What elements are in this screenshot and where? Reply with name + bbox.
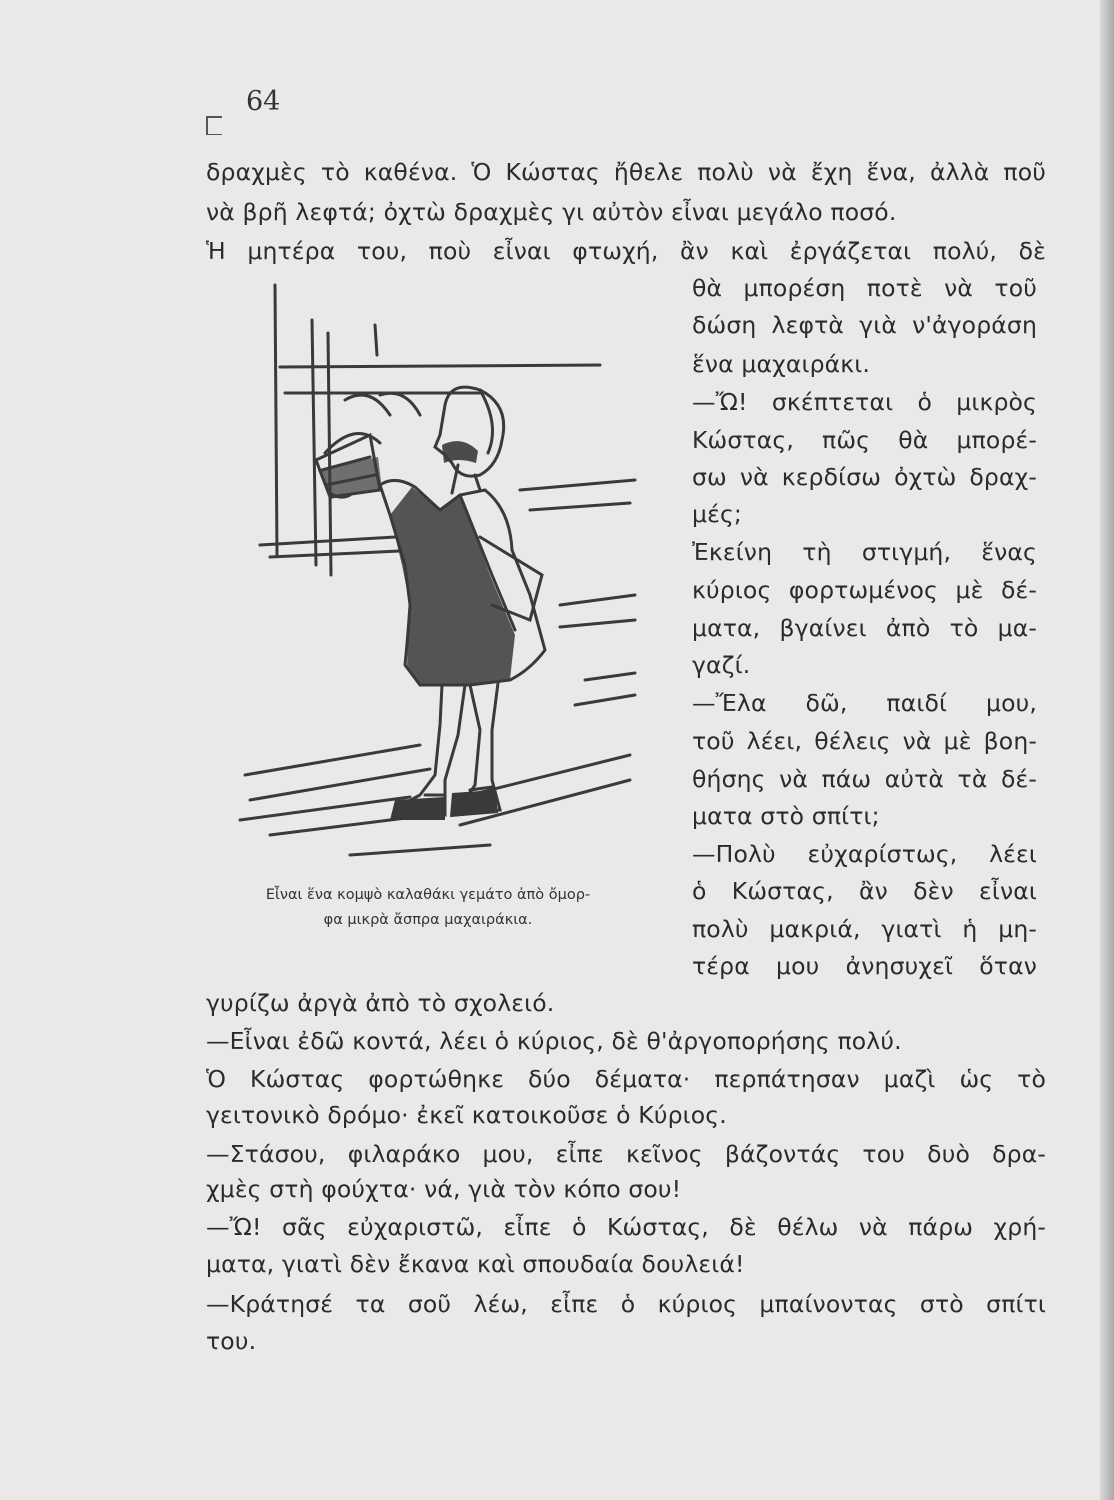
- text-line: γαζί.: [692, 651, 751, 679]
- caption-line: Εἶναι ἕνα κομψὸ καλαθάκι γεμάτο ἀπὸ ὄμορ-: [265, 887, 591, 903]
- text-line: γειτονικὸ δρόμο· ἐκεῖ κατοικοῦσε ὁ Κύριος.: [206, 1101, 727, 1129]
- text-line: ματα στὸ σπίτι;: [692, 802, 880, 830]
- text-line: μές;: [692, 500, 742, 528]
- text-line: —Εἶναι ἐδῶ κοντά, λέει ὁ κύριος, δὲ θ'ἀργοπορήσης πολύ.: [206, 1027, 902, 1055]
- text-line: Κώστας, πῶς θὰ μπορέ-: [692, 426, 1037, 454]
- text-line: Ἡ μητέρα του, ποὺ εἶναι φτωχή, ἂν καὶ ἐργάζεται πολύ, δὲ: [206, 237, 1046, 265]
- page-number: 64: [246, 86, 281, 117]
- text-line: ὁ Κώστας, ἂν δὲν εἶναι: [692, 877, 1037, 905]
- page-edge: [1100, 0, 1114, 1500]
- text-line: τοῦ λέει, θέλεις νὰ μὲ βοη-: [692, 727, 1037, 755]
- text-line: Ἐκείνη τὴ στιγμή, ἕνας: [692, 538, 1037, 566]
- margin-mark: [206, 116, 222, 135]
- text-line: —Κράτησέ τα σοῦ λέω, εἶπε ὁ κύριος μπαίνοντας στὸ σπίτι: [206, 1290, 1046, 1318]
- text-line: πολὺ μακριά, γιατὶ ἡ μη-: [692, 915, 1037, 943]
- text-line: δραχμὲς τὸ καθένα. Ὁ Κώστας ἤθελε πολὺ νὰ ἔχη ἕνα, ἀλλὰ ποῦ: [206, 158, 1046, 186]
- caption-line: φα μικρὰ ἄσπρα μαχαιράκια.: [323, 912, 533, 928]
- text-line: θήσης νὰ πάω αὐτὰ τὰ δέ-: [692, 765, 1037, 793]
- text-line: ἕνα μαχαιράκι.: [692, 350, 871, 378]
- text-line: γυρίζω ἀργὰ ἀπὸ τὸ σχολειό.: [206, 989, 555, 1017]
- text-line: νὰ βρῆ λεφτά; ὀχτὼ δραχμὲς γι αὐτὸν εἶναι μεγάλο ποσό.: [206, 198, 897, 226]
- text-line: δώση λεφτὰ γιὰ ν'ἀγοράση: [692, 311, 1037, 339]
- text-line: ματα, γιατὶ δὲν ἔκανα καὶ σπουδαία δουλειά!: [206, 1250, 745, 1278]
- text-line: —Ὤ! σᾶς εὐχαριστῶ, εἶπε ὁ Κώστας, δὲ θέλω νὰ πάρω χρή-: [206, 1213, 1046, 1241]
- text-line: θὰ μπορέση ποτὲ νὰ τοῦ: [692, 274, 1037, 302]
- text-line: του.: [206, 1327, 257, 1355]
- text-line: τέρα μου ἀνησυχεῖ ὅταν: [692, 952, 1037, 980]
- text-line: Ὁ Κώστας φορτώθηκε δύο δέματα· περπάτησαν μαζὶ ὡς τὸ: [206, 1065, 1046, 1093]
- text-line: σω νὰ κερδίσω ὀχτὼ δραχ-: [692, 463, 1037, 491]
- text-line: —Ὤ! σκέπτεται ὁ μικρὸς: [692, 388, 1037, 416]
- text-line: —Στάσου, φιλαράκο μου, εἶπε κεῖνος βάζοντάς του δυὸ δρα-: [206, 1140, 1046, 1168]
- text-line: κύριος φορτωμένος μὲ δέ-: [692, 576, 1037, 604]
- boy-at-shop-window-illustration: [230, 275, 640, 865]
- text-line: ματα, βγαίνει ἀπὸ τὸ μα-: [692, 614, 1037, 642]
- text-line: χμὲς στὴ φούχτα· νά, γιὰ τὸν κόπο σου!: [206, 1175, 682, 1203]
- text-line: —Πολὺ εὐχαρίστως, λέει: [692, 840, 1037, 868]
- text-line: —Ἔλα δῶ, παιδί μου,: [692, 689, 1037, 717]
